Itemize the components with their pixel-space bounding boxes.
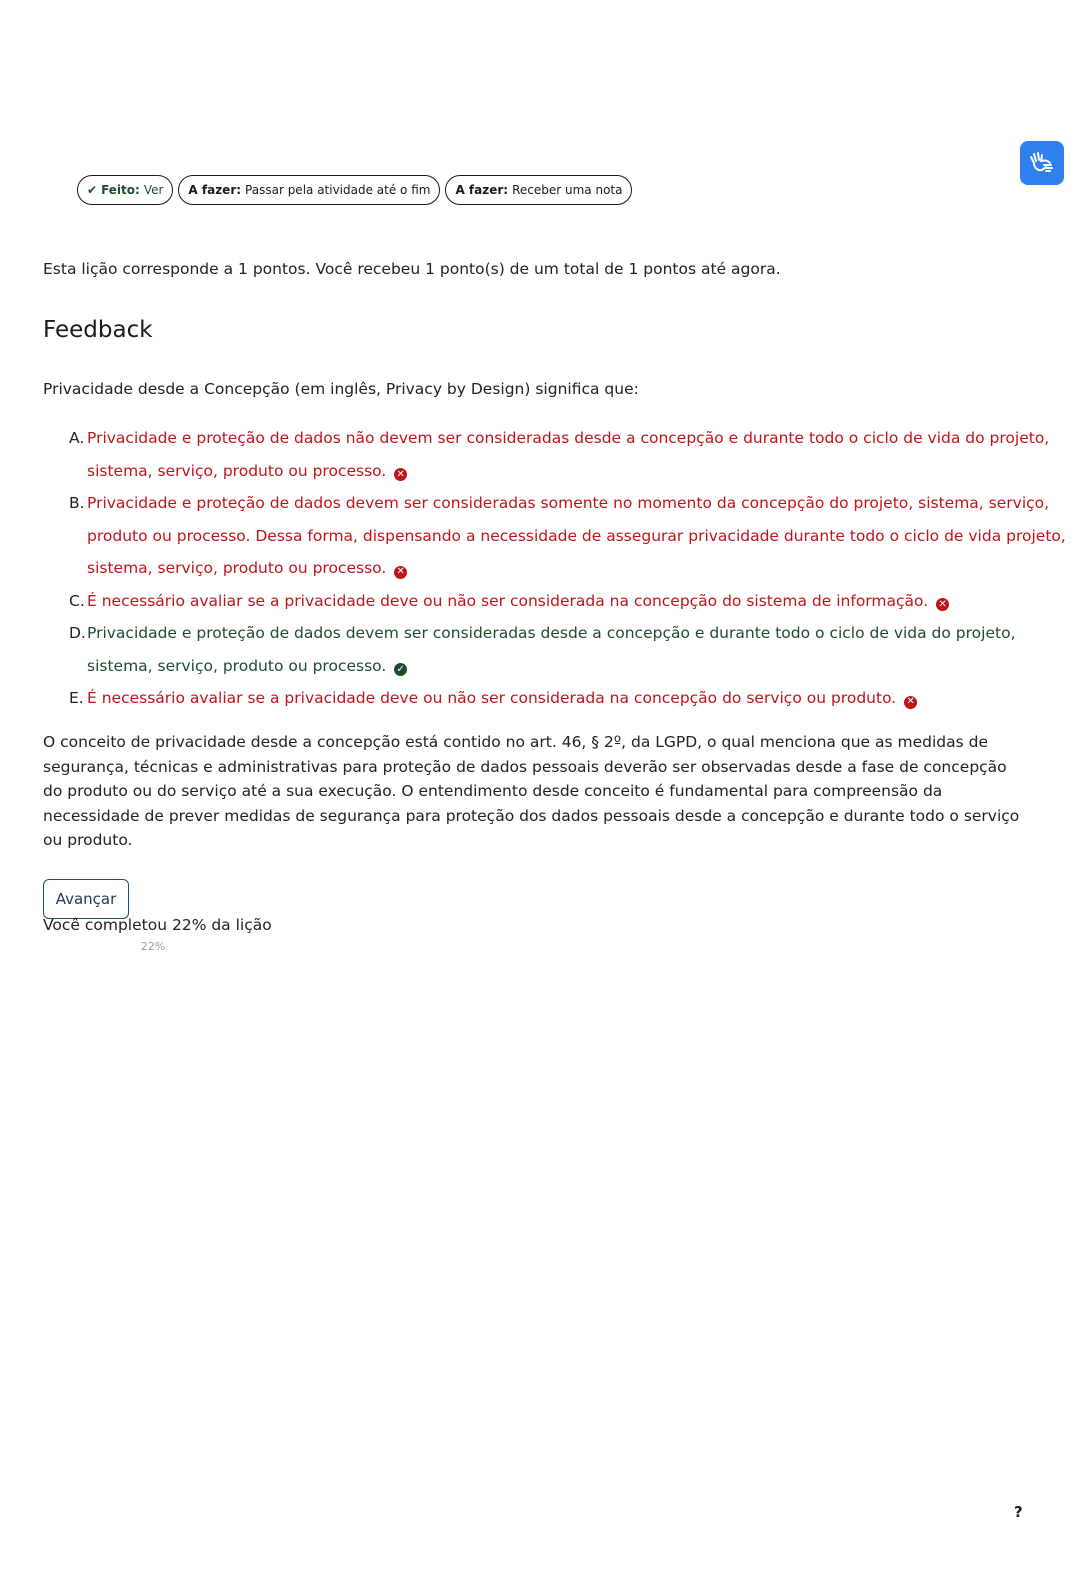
answer-text: Privacidade e proteção de dados não devem ser consideradas desde a concepção e durante todo o ciclo de vida do projeto, sistema, serviço, produto ou processo. [87, 429, 1050, 480]
help-button[interactable]: ? [1014, 1503, 1023, 1521]
answer-text: É necessário avaliar se a privacidade deve ou não ser considerada na concepção do sistema de informação. [87, 591, 929, 610]
answer-item [69, 585, 1077, 618]
badge-label: A fazer: [455, 183, 509, 197]
badge-value: Ver [143, 183, 164, 197]
progress-text: Você completou 22% da lição [43, 916, 272, 934]
badge-label: Feito: [101, 183, 140, 197]
answer-letter: A. [69, 429, 85, 447]
completion-todo-badge [178, 175, 440, 205]
answer-item-correct [69, 617, 1077, 682]
answer-letter: D. [69, 624, 86, 642]
answer-text: Privacidade e proteção de dados devem ser consideradas desde a concepção e durante todo o ciclo de vida do projeto, sistema, serviço, produto ou processo. [87, 624, 1016, 675]
correct-icon: ✓ [394, 663, 407, 676]
answer-text: Privacidade e proteção de dados devem ser consideradas somente no momento da concepção do projeto, sistema, serviço, produto ou processo. Dessa forma, dispensando a necessidade de assegurar privacidade durante todo o ciclo de vida projeto, sistema, serviço, produto ou processo. [87, 494, 1066, 577]
answer-letter: B. [69, 494, 85, 512]
badge-value: Receber uma nota [512, 183, 623, 197]
progress-label: 22% [140, 940, 166, 953]
answer-item [69, 682, 1077, 715]
answer-letter: C. [69, 591, 85, 610]
completion-todo-badge [445, 175, 632, 205]
incorrect-icon: ✕ [394, 566, 407, 579]
next-button[interactable]: Avançar [43, 879, 129, 919]
answer-list [43, 422, 1077, 715]
incorrect-icon: ✕ [904, 696, 917, 709]
badge-label: A fazer: [188, 183, 242, 197]
progress-bar [43, 940, 263, 956]
answer-letter: E. [69, 689, 84, 707]
accessibility-widget-button[interactable] [1020, 141, 1064, 185]
badge-value: Passar pela atividade até o fim [245, 183, 431, 197]
sign-language-hands-icon [1028, 149, 1056, 177]
incorrect-icon: ✕ [936, 598, 949, 611]
feedback-title: Feedback [43, 317, 153, 343]
question-text: Privacidade desde a Concepção (em inglês, Privacy by Design) significa que: [43, 380, 639, 398]
lesson-points-info: Esta lição corresponde a 1 pontos. Você recebeu 1 ponto(s) de um total de 1 pontos até agora. [43, 260, 781, 278]
incorrect-icon: ✕ [394, 468, 407, 481]
answer-text: É necessário avaliar se a privacidade deve ou não ser considerada na concepção do serviço ou produto. [87, 689, 897, 707]
answer-item [69, 487, 1077, 585]
answer-item [69, 422, 1077, 487]
feedback-explanation: O conceito de privacidade desde a concepção está contido no art. 46, § 2º, da LGPD, o qual menciona que as medidas de segurança, técnicas e administrativas para proteção de dados pessoais deverão ser observadas desde a fase de concepção do produto ou do serviço até a sua execução. O entendimento desde conceito é fundamental para compreensão da necessidade de prever medidas de segurança para proteção dos dados pessoais desde a concepção e durante todo o serviço ou produto. [43, 733, 1020, 849]
completion-badges [77, 175, 632, 205]
completion-done-badge [77, 175, 173, 205]
check-icon: ✔ [87, 183, 98, 197]
